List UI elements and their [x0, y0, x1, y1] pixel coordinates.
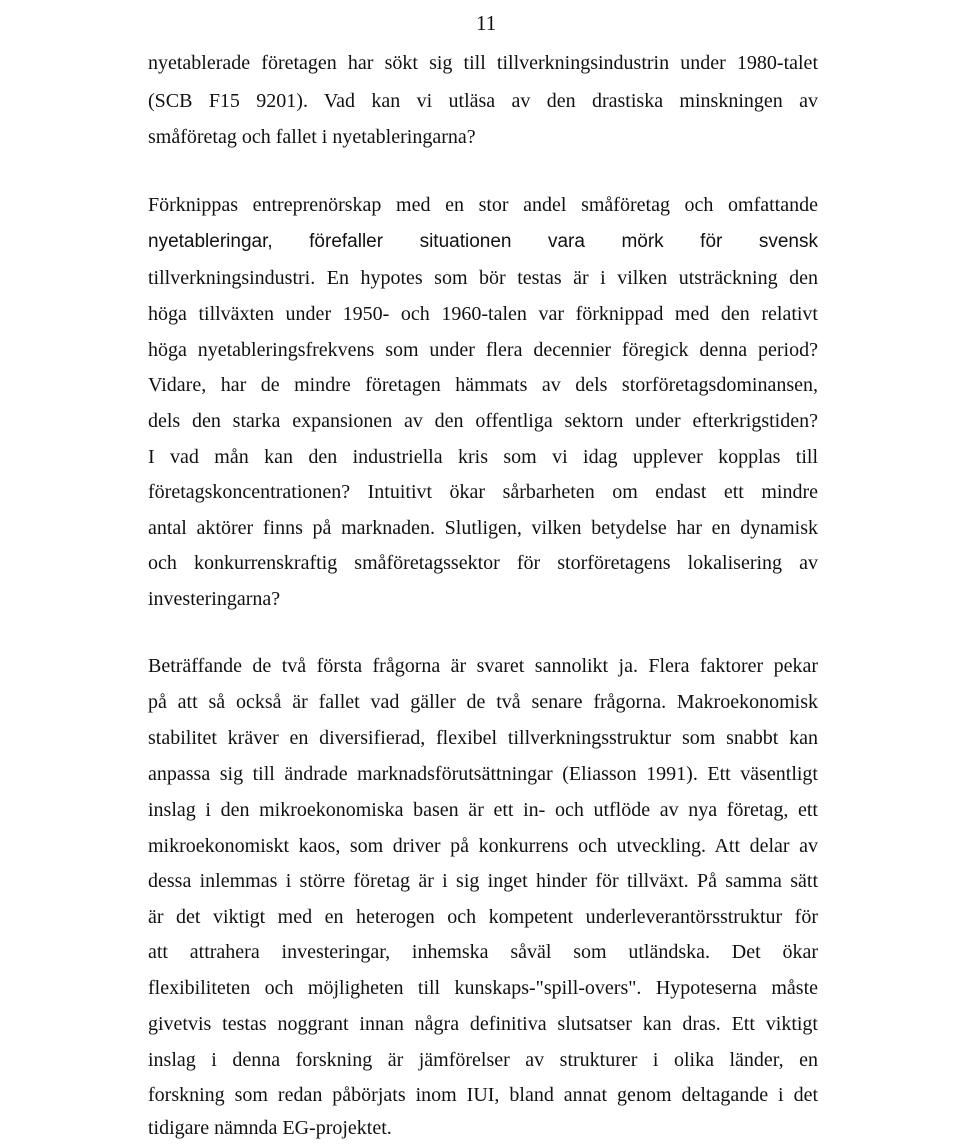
- text-line: tillverkningsindustri. En hypotes som bör testas är i vilken utsträckning den: [148, 267, 818, 289]
- text-line: och konkurrenskraftig småföretagssektor för storföretagens lokalisering av: [148, 552, 818, 574]
- text-line: inslag i denna forskning är jämförelser av strukturer i olika länder, en: [148, 1049, 818, 1071]
- page-number: 11: [476, 11, 497, 35]
- text-line: Beträffande de två första frågorna är svaret sannolikt ja. Flera faktorer pekar: [148, 655, 818, 677]
- text-line: forskning som redan påbörjats inom IUI, bland annat genom deltagande i det: [148, 1084, 818, 1106]
- text-line: Vidare, har de mindre företagen hämmats av dels storföretagsdominansen,: [148, 374, 818, 396]
- text-line: på att så också är fallet vad gäller de två senare frågorna. Makroekonomisk: [148, 691, 818, 713]
- text-line: att attrahera investeringar, inhemska såväl som utländska. Det ökar: [148, 941, 818, 963]
- text-line: mikroekonomiskt kaos, som driver på konkurrens och utveckling. Att delar av: [148, 835, 818, 857]
- text-line: (SCB F15 9201). Vad kan vi utläsa av den drastiska minskningen av: [148, 90, 818, 112]
- text-line: nyetableringar, förefaller situationen vara mörk för svensk: [148, 231, 818, 252]
- text-line: nyetablerade företagen har sökt sig till tillverkningsindustrin under 1980-talet: [148, 52, 818, 74]
- text-line: tidigare nämnda EG-projektet.: [148, 1117, 392, 1139]
- text-line: investeringarna?: [148, 588, 281, 610]
- text-line: givetvis testas noggrant innan några definitiva slutsatser kan dras. Ett viktigt: [148, 1013, 818, 1035]
- text-line: flexibiliteten och möjligheten till kunskaps-"spill-overs". Hypoteserna måste: [148, 977, 818, 999]
- text-line: är det viktigt med en heterogen och kompetent underleverantörsstruktur för: [148, 906, 818, 928]
- text-line: stabilitet kräver en diversifierad, flexibel tillverkningsstruktur som snabbt kan: [148, 727, 818, 749]
- text-line: I vad mån kan den industriella kris som vi idag upplever kopplas till: [148, 446, 818, 468]
- text-line: inslag i den mikroekonomiska basen är ett in- och utflöde av nya företag, ett: [148, 799, 818, 821]
- text-line: Förknippas entreprenörskap med en stor andel småföretag och omfattande: [148, 194, 818, 216]
- text-line: anpassa sig till ändrade marknadsförutsättningar (Eliasson 1991). Ett väsentligt: [148, 763, 818, 785]
- text-line: höga tillväxten under 1950- och 1960-talen var förknippad med den relativt: [148, 303, 818, 325]
- text-line: dessa inlemmas i större företag är i sig inget hinder för tillväxt. På samma sätt: [148, 870, 818, 892]
- text-line: småföretag och fallet i nyetableringarna?: [148, 126, 476, 148]
- text-line: företagskoncentrationen? Intuitivt ökar sårbarheten om endast ett mindre: [148, 481, 818, 503]
- text-line: höga nyetableringsfrekvens som under flera decennier föregick denna period?: [148, 339, 818, 361]
- text-line: antal aktörer finns på marknaden. Slutligen, vilken betydelse har en dynamisk: [148, 517, 818, 539]
- text-line: dels den starka expansionen av den offentliga sektorn under efterkrigstiden?: [148, 410, 818, 432]
